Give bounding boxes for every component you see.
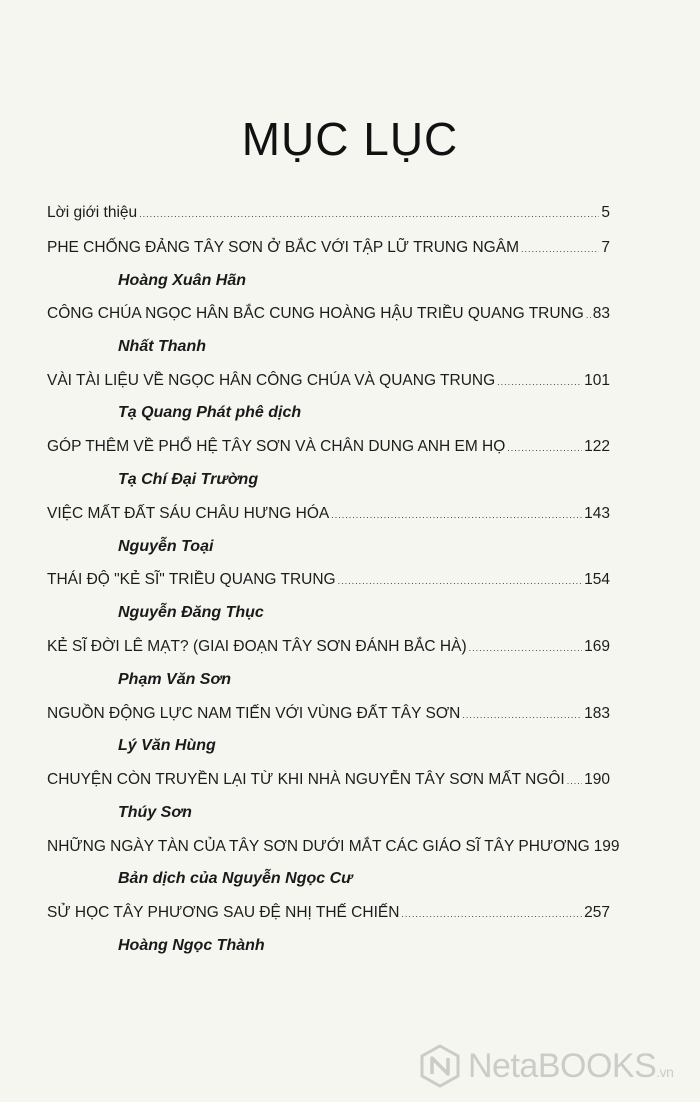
toc-entry bbox=[47, 771, 610, 789]
toc-entry-author: Nguyễn Đăng Thục bbox=[118, 604, 264, 621]
dot-leader bbox=[521, 244, 599, 254]
dot-leader bbox=[139, 209, 599, 219]
toc-entry-title: CÔNG CHÚA NGỌC HÂN BẮC CUNG HOÀNG HẬU TRIỀU QUANG TRUNG bbox=[47, 305, 584, 322]
toc-entry-title: NHỮNG NGÀY TÀN CỦA TÂY SƠN DƯỚI MẮT CÁC GIÁO SĨ TÂY PHƯƠNG bbox=[47, 838, 590, 855]
toc-entry-author: Bản dịch của Nguyễn Ngọc Cư bbox=[118, 870, 353, 887]
toc-entry-page: 169 bbox=[584, 638, 610, 655]
dot-leader bbox=[338, 576, 583, 586]
toc-entry-author: Lý Văn Hùng bbox=[118, 737, 216, 754]
toc-entry-title: SỬ HỌC TÂY PHƯƠNG SAU ĐỆ NHỊ THẾ CHIẾN bbox=[47, 904, 400, 921]
toc-entry-page: 122 bbox=[584, 438, 610, 455]
netabooks-watermark bbox=[418, 1040, 698, 1092]
toc-entry bbox=[47, 904, 610, 922]
toc-entry bbox=[47, 638, 610, 656]
toc-entry-title: VIỆC MẤT ĐẤT SÁU CHÂU HƯNG HÓA bbox=[47, 505, 330, 522]
page-title: MỤC LỤC bbox=[241, 113, 459, 165]
toc-entry-page: 143 bbox=[584, 505, 610, 522]
dot-leader bbox=[401, 909, 582, 919]
toc-entry bbox=[47, 372, 610, 390]
toc-entry-author: Phạm Văn Sơn bbox=[118, 671, 231, 688]
toc-entry-author: Nhất Thanh bbox=[118, 338, 206, 355]
dot-leader bbox=[586, 310, 591, 320]
toc-entry-author: Hoàng Ngọc Thành bbox=[118, 937, 265, 954]
toc-entry-page: 83 bbox=[592, 305, 610, 322]
dot-leader bbox=[567, 776, 582, 786]
toc-entry-title: CHUYỆN CÒN TRUYỀN LẠI TỪ KHI NHÀ NGUYỄN TÂY SƠN MẤT NGÔI bbox=[47, 771, 565, 788]
toc-entry-page: 5 bbox=[601, 204, 610, 221]
toc-entry-title: NGUỒN ĐỘNG LỰC NAM TIẾN VỚI VÙNG ĐẤT TÂY SƠN bbox=[47, 705, 461, 722]
toc-entry-page: 7 bbox=[601, 239, 610, 256]
toc-entry-author: Thúy Sơn bbox=[118, 804, 192, 821]
toc-entry bbox=[47, 505, 610, 523]
toc-entry-title: GÓP THÊM VỀ PHỔ HỆ TÂY SƠN VÀ CHÂN DUNG ANH EM HỌ bbox=[47, 438, 506, 455]
toc-entry-author: Hoàng Xuân Hãn bbox=[118, 272, 247, 289]
toc-entry-title: VÀI TÀI LIỆU VỀ NGỌC HÂN CÔNG CHÚA VÀ QUANG TRUNG bbox=[47, 372, 496, 389]
watermark-text: NetaBOOKS.vn bbox=[468, 1046, 674, 1085]
toc-entry bbox=[47, 438, 610, 456]
toc-entry bbox=[47, 571, 610, 589]
dot-leader bbox=[507, 443, 582, 453]
dot-leader bbox=[469, 643, 583, 653]
toc-entry bbox=[47, 705, 610, 723]
toc-entry-page: 190 bbox=[584, 771, 610, 788]
toc-entry bbox=[47, 305, 610, 323]
toc-entry-title: THÁI ĐỘ "KẺ SĨ" TRIỀU QUANG TRUNG bbox=[47, 571, 336, 588]
toc-entry bbox=[47, 204, 610, 222]
toc-entry bbox=[47, 239, 610, 257]
toc-entry-page: 199 bbox=[593, 838, 620, 855]
toc-entry-page: 101 bbox=[584, 372, 610, 389]
neta-logo-icon bbox=[418, 1044, 462, 1088]
toc-entry-author: Tạ Chí Đại Trường bbox=[118, 471, 259, 488]
toc-entry-page: 183 bbox=[584, 705, 610, 722]
toc-entry bbox=[47, 838, 620, 856]
toc-entry-title: Lời giới thiệu bbox=[47, 204, 138, 221]
toc-entry-title: PHE CHỐNG ĐẢNG TÂY SƠN Ở BẮC VỚI TẬP LỮ TRUNG NGÂM bbox=[47, 239, 519, 256]
toc-entry-author: Nguyễn Toại bbox=[118, 538, 214, 555]
toc-entry-author: Tạ Quang Phát phê dịch bbox=[118, 404, 302, 421]
dot-leader bbox=[497, 377, 582, 387]
toc-entry-title: KẺ SĨ ĐỜI LÊ MẠT? (GIAI ĐOẠN TÂY SƠN ĐÁNH BẮC HÀ) bbox=[47, 638, 467, 655]
dot-leader bbox=[331, 510, 582, 520]
dot-leader bbox=[462, 710, 582, 720]
toc-entry-page: 154 bbox=[584, 571, 610, 588]
toc-entry-page: 257 bbox=[584, 904, 610, 921]
